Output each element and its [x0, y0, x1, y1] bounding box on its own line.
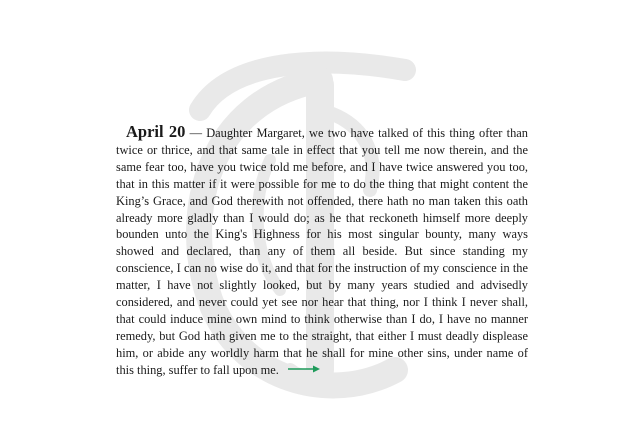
entry-dash: — [185, 126, 207, 140]
entry-date: April 20 [126, 122, 186, 141]
right-arrow-icon[interactable] [287, 362, 321, 379]
entry-text: Daughter Margaret, we two have talked of this thing ofter than twice or thrice, and that same tale in effect that you tell me now therein, and the same fear too, have you twice told me before, and I have twice answered you too, that in this matter if it were possible for me to do the thing that might content the King’s Grace, and God therewith not offended, there hath no man taken this oath already more gladly than I would do; as he that reckoneth himself more deeply bounden unto the King's Highness for his most singular bounty, many ways showed and declared, than any of them all beside. But since standing my conscience, I can no wise do it, and that for the instruction of my conscience in the matter, I have not slightly looked, but by many years studied and advisedly considered, and never could yet see nor hear that thing, nor I think I never shall, that could induce mine own mind to think otherwise than I do, I have no manner remedy, but God hath given me to the straight, that either I must deadly displease him, or abide any worldly harm that he shall for mine other sins, under name of this thing, suffer to fall upon me. [116, 126, 528, 377]
entry-paragraph [116, 124, 528, 379]
